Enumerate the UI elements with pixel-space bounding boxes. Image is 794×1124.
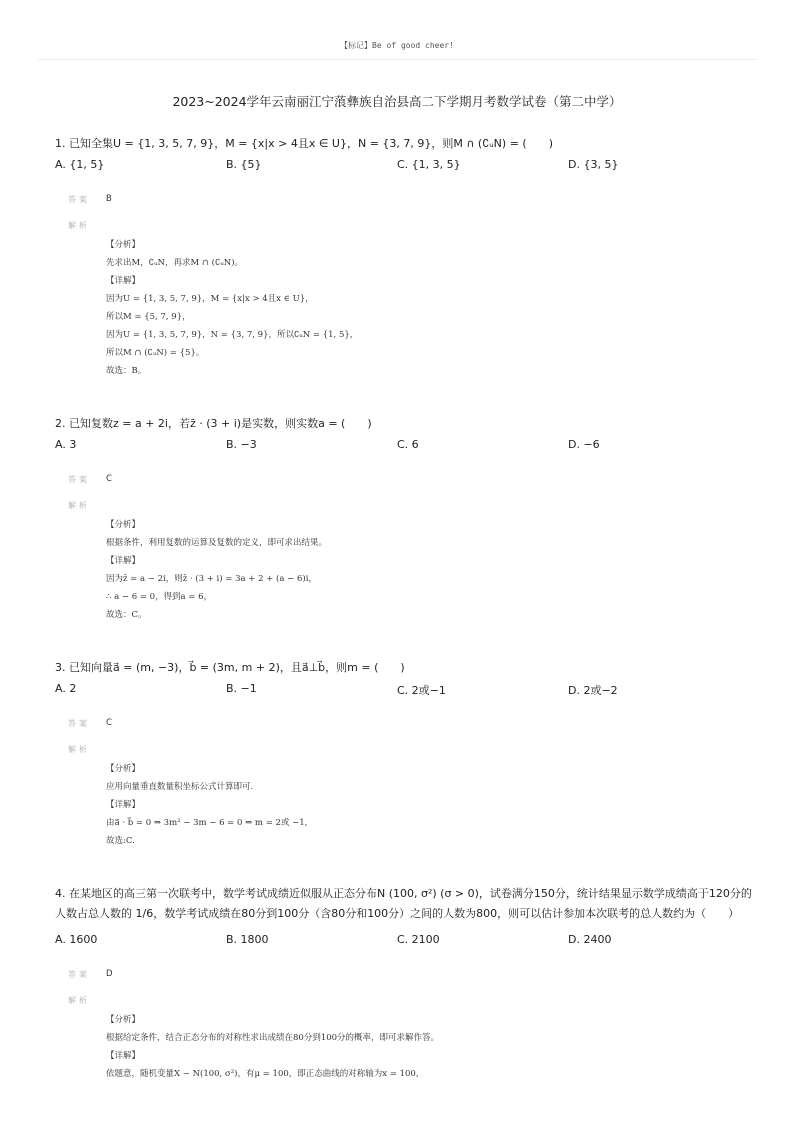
explanation-line: 因为U = {1, 3, 5, 7, 9}，M = {x|x > 4且x ∈ U}， — [106, 294, 314, 304]
explanation-line: 依题意，随机变量X ~ N(100, σ²)，有μ = 100，即正态曲线的对称轴为x = 100， — [106, 1069, 425, 1079]
option-a: A. {1, 5} — [55, 158, 105, 171]
option-d: D. 2或−2 — [568, 684, 618, 697]
explanation-line: 【详解】 — [106, 800, 141, 810]
question-stem: 4. 在某地区的高三第一次联考中，数学考试成绩近似服从正态分布N (100, σ²) (σ > 0)，试卷满分150分，统计结果显示数学成绩高于120分的人数占总人数的 1/6，数学考试成绩在80分到100分（含80分和100分）之间的人数为800，则可以估计参加本次联考的总人数约为（ ） — [55, 887, 752, 920]
answer-label: 答案 — [68, 719, 90, 728]
option-a: A. 1600 — [55, 933, 98, 946]
option-c: C. {1, 3, 5} — [397, 158, 461, 171]
explanation-label: 解析 — [68, 996, 90, 1005]
explanation-line: 故选：B。 — [106, 366, 147, 376]
explanation-line: 因为U = {1, 3, 5, 7, 9}，N = {3, 7, 9}，所以∁ᵤN = {1, 5}， — [106, 330, 359, 340]
option-a: A. 3 — [55, 438, 77, 451]
answer-value: C — [106, 474, 112, 484]
answer-label: 答案 — [68, 475, 90, 484]
explanation-line: 故选：C。 — [106, 610, 147, 620]
explanation-line: 【分析】 — [106, 764, 141, 774]
explanation-line: 【分析】 — [106, 1015, 141, 1025]
answer-value: C — [106, 718, 112, 728]
option-c: C. 2100 — [397, 933, 440, 946]
option-c: C. 2或−1 — [397, 684, 446, 697]
answer-value: D — [106, 969, 113, 979]
explanation-line: 先求出M，∁ᵤN，再求M ∩ (∁ᵤN)。 — [106, 258, 244, 268]
explanation-line: 【分析】 — [106, 240, 141, 250]
explanation-label: 解析 — [68, 745, 90, 754]
explanation-line: 【详解】 — [106, 276, 141, 286]
header-divider — [38, 59, 756, 60]
answer-label: 答案 — [68, 195, 90, 204]
option-b: B. 1800 — [226, 933, 269, 946]
option-d: D. {3, 5} — [568, 158, 619, 171]
explanation-line: 因为z̄ = a − 2i，则z̄ · (3 + i) = 3a + 2 + (a − 6)i， — [106, 574, 317, 584]
header-note: 【标记】Be of good cheer! — [340, 41, 454, 50]
explanation-line: 所以M = {5, 7, 9}， — [106, 312, 191, 322]
question-stem: 3. 已知向量a⃗ = (m, −3)，b⃗ = (3m, m + 2)，且a⃗⊥b⃗，则m = ( ) — [55, 661, 405, 674]
question-stem: 1. 已知全集U = {1, 3, 5, 7, 9}，M = {x|x > 4且x ∈ U}，N = {3, 7, 9}，则M ∩ (∁ᵤN) = ( ) — [55, 137, 553, 150]
answer-label: 答案 — [68, 970, 90, 979]
option-b: B. {5} — [226, 158, 262, 171]
explanation-line: 故选:C. — [106, 836, 135, 846]
document-title: 2023~2024学年云南丽江宁蒗彝族自治县高二下学期月考数学试卷（第二中学） — [172, 94, 622, 109]
option-c: C. 6 — [397, 438, 419, 451]
explanation-label: 解析 — [68, 221, 90, 230]
explanation-line: 由a⃗ · b⃗ = 0 ⇒ 3m² − 3m − 6 = 0 ⇒ m = 2或 −1, — [106, 818, 308, 828]
explanation-line: 根据给定条件，结合正态分布的对称性求出成绩在80分到100分的概率，即可求解作答。 — [106, 1033, 440, 1043]
explanation-line: 应用向量垂直数量积坐标公式计算即可. — [106, 782, 254, 792]
explanation-line: 根据条件，利用复数的运算及复数的定义，即可求出结果。 — [106, 538, 328, 548]
explanation-line: 所以M ∩ (∁ᵤN) = {5}。 — [106, 348, 205, 358]
option-d: D. 2400 — [568, 933, 612, 946]
explanation-line: 【详解】 — [106, 556, 141, 566]
option-a: A. 2 — [55, 682, 77, 695]
explanation-line: 【分析】 — [106, 520, 141, 530]
explanation-line: 【详解】 — [106, 1051, 141, 1061]
question-stem: 2. 已知复数z = a + 2i，若z̄ · (3 + i)是实数，则实数a = ( ) — [55, 417, 372, 430]
explanation-line: ∴ a − 6 = 0，得到a = 6， — [106, 592, 213, 602]
answer-value: B — [106, 194, 112, 204]
explanation-label: 解析 — [68, 501, 90, 510]
option-b: B. −1 — [226, 682, 257, 695]
option-d: D. −6 — [568, 438, 600, 451]
option-b: B. −3 — [226, 438, 257, 451]
